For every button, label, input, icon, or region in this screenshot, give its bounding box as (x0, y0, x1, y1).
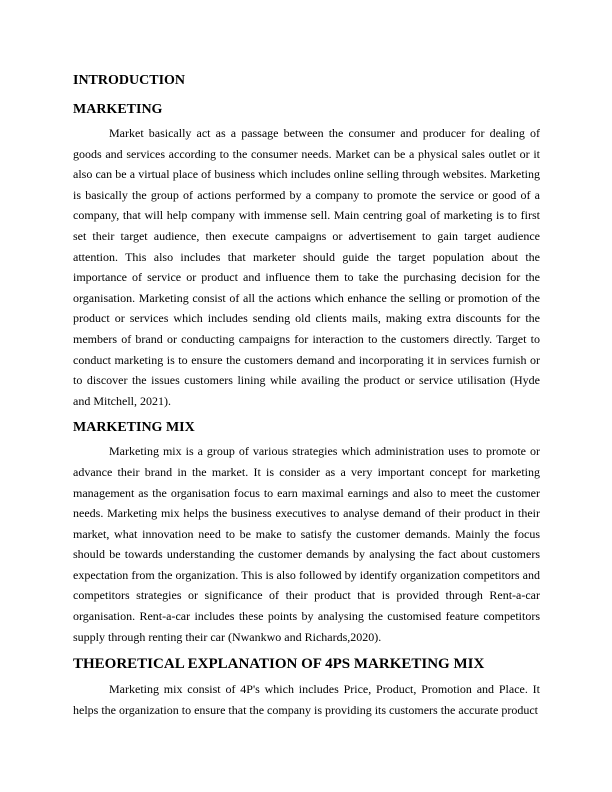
paragraph-theoretical-explanation: Marketing mix consist of 4P's which includes Price, Product, Promotion and Place. It helps the organization to ensure that the company is providing its customers the accurate product (73, 682, 540, 717)
heading-theoretical-explanation: THEORETICAL EXPLANATION OF 4PS MARKETING MIX (73, 656, 485, 673)
paragraph-marketing: Market basically act as a passage between the consumer and producer for dealing of goods and services according to the consumer needs. Market can be a physical sales outlet or it also can be a virtual place of business which includes online selling through websites. Marketing is basically the group of actions performed by a company to promote the service or good of a company, that will help company with immense sell. Main centring goal of marketing is to first set their target audience, then execute campaigns or advertisement to gain target audience attention. This also includes that marketer should guide the target population about the importance of service or product and influence them to take the purchasing decision for the organisation. Marketing consist of all the actions which enhance the selling or promotion of the product or services which includes sending old clients mails, making extra discounts for the members of brand or conducting campaigns for interaction to the customers directly. Target to conduct marketing is to ensure the customers demand and incorporating it in services furnish or to discover the issues customers lining while availing the product or service utilisation (Hyde and Mitchell, 2021). (73, 126, 540, 408)
heading-marketing: MARKETING (73, 102, 163, 117)
paragraph-marketing-mix: Marketing mix is a group of various strategies which administration uses to promote or advance their brand in the market. It is consider as a very important concept for marketing management as the organisation focus to earn maximal earnings and also to meet the customer needs. Marketing mix helps the business executives to analyse demand of their product in their market, what innovation need to be make to satisfy the customer demands. Mainly the focus should be towards understanding the customer demands by analysing the fact about customers expectation from the organization. This is also followed by identify organization competitors and competitors strategies or significance of their product that is provided through Rent-a-car organisation. Rent-a-car includes these points by analysing the customised feature competitors supply through renting their car (Nwankwo and Richards,2020). (73, 444, 540, 644)
heading-introduction: INTRODUCTION (73, 73, 186, 88)
document-body (73, 72, 540, 728)
heading-marketing-mix: MARKETING MIX (73, 420, 195, 436)
